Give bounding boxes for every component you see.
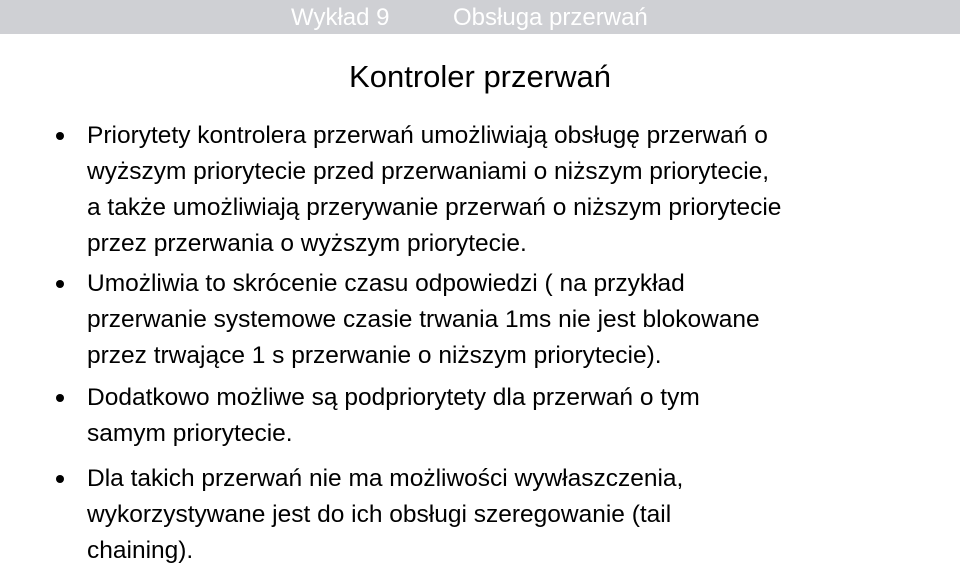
bullet-line: Dodatkowo możliwe są podpriorytety dla przerwań o tym bbox=[87, 384, 700, 411]
bullet-line: przerwanie systemowe czasie trwania 1ms nie jest blokowane bbox=[87, 306, 760, 333]
bullet-item bbox=[87, 266, 937, 374]
bullet-line: Priorytety kontrolera przerwań umożliwiają obsługę przerwań o bbox=[87, 122, 768, 149]
bullet-item bbox=[87, 461, 937, 569]
bullet-line: Umożliwia to skrócenie czasu odpowiedzi ( na przykład bbox=[87, 270, 685, 297]
bullet-dot-icon bbox=[56, 394, 64, 402]
bullet-line: Dla takich przerwań nie ma możliwości wywłaszczenia, bbox=[87, 465, 684, 492]
bullet-dot-icon bbox=[56, 475, 64, 483]
lecture-number: Wykład 9 bbox=[291, 4, 390, 31]
bullet-line: chaining). bbox=[87, 537, 194, 564]
bullet-dot-icon bbox=[56, 132, 64, 140]
bullet-dot-icon bbox=[56, 280, 64, 288]
bullet-line: przez trwające 1 s przerwanie o niższym priorytecie). bbox=[87, 342, 662, 369]
bullet-line: a także umożliwiają przerywanie przerwań o niższym priorytecie bbox=[87, 194, 782, 221]
bullet-line: przez przerwania o wyższym priorytecie. bbox=[87, 230, 527, 257]
slide-title: Kontroler przerwań bbox=[349, 59, 611, 94]
lecture-topic: Obsługa przerwań bbox=[453, 4, 648, 31]
bullet-item bbox=[87, 118, 937, 262]
bullet-line: wykorzystywane jest do ich obsługi szeregowanie (tail bbox=[87, 501, 672, 528]
bullet-line: wyższym priorytecie przed przerwaniami o niższym priorytecie, bbox=[87, 158, 770, 185]
bullet-line: samym priorytecie. bbox=[87, 420, 293, 447]
slide-header bbox=[0, 0, 960, 34]
bullet-item bbox=[87, 380, 937, 452]
